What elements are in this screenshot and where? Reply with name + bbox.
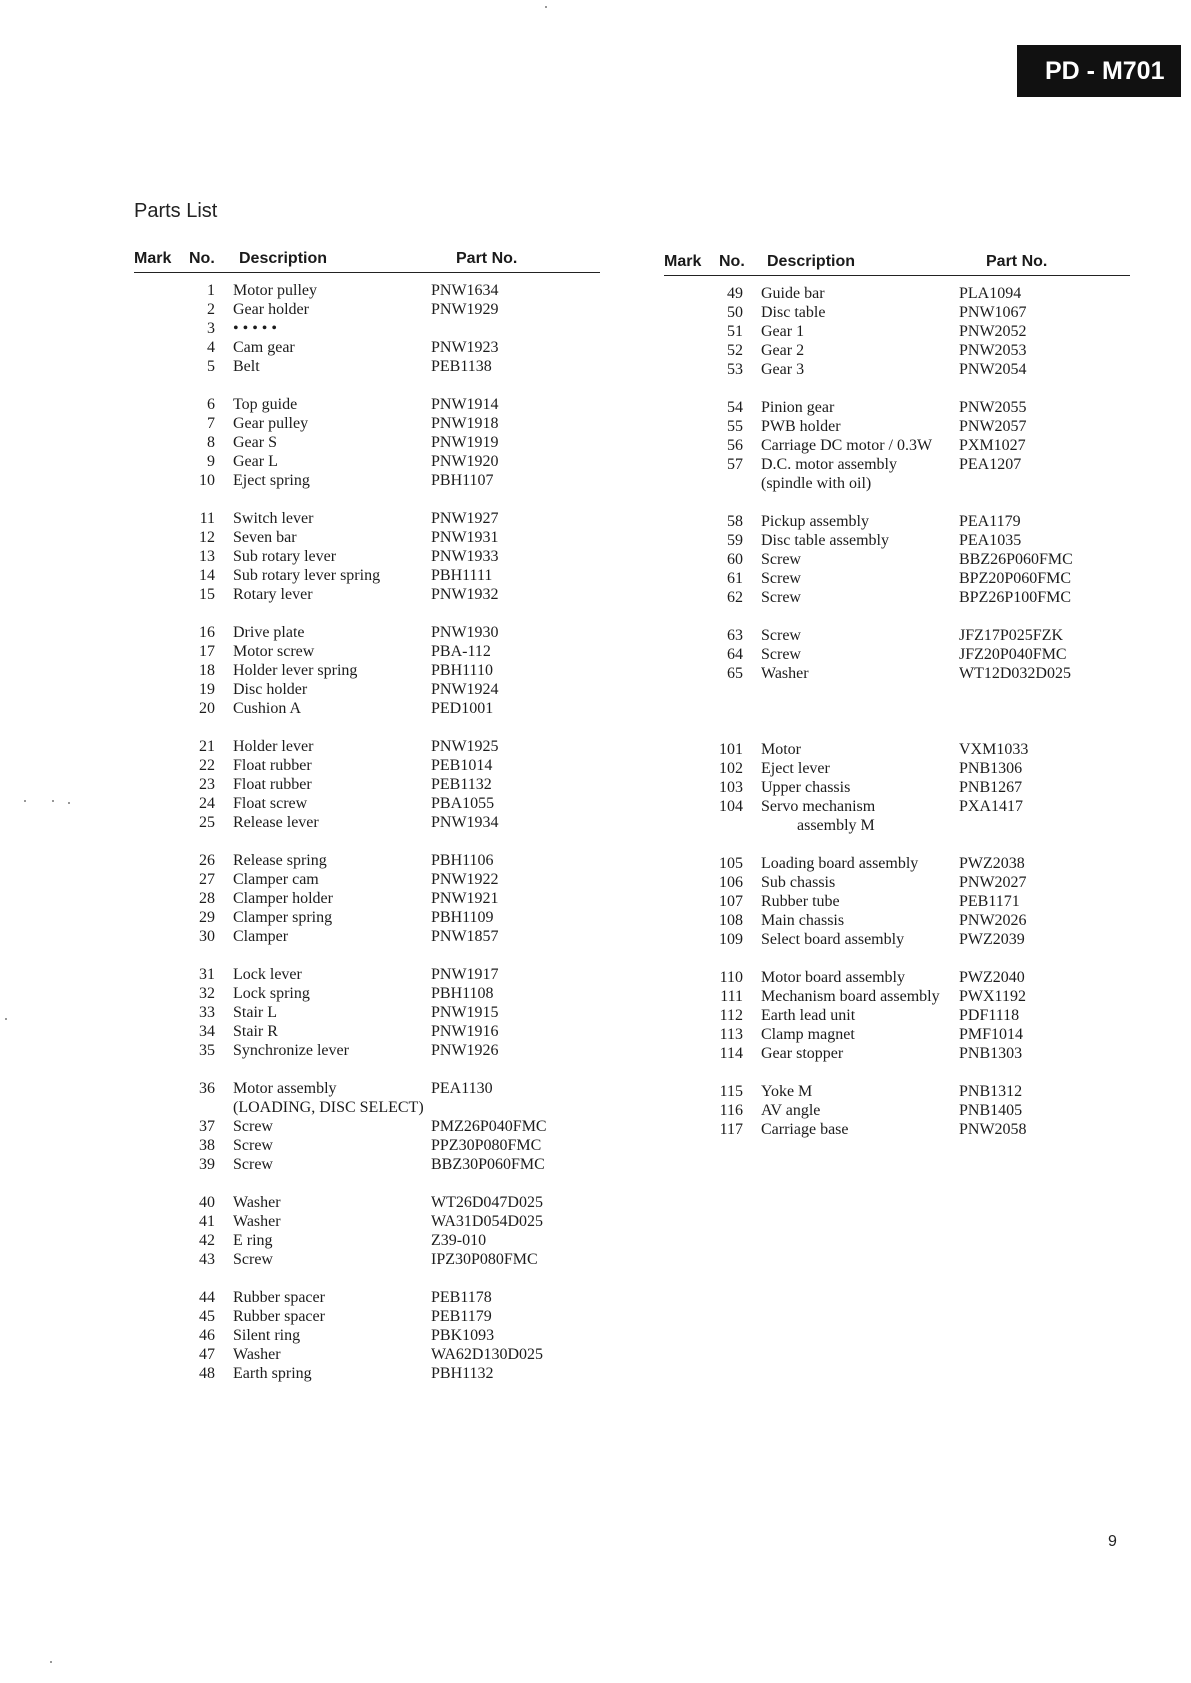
left-column-header <box>134 250 600 273</box>
part-code: PEB1138 <box>431 358 492 375</box>
part-description: Clamper <box>233 928 289 945</box>
part-description: Motor screw <box>233 643 315 660</box>
part-code: PWZ2039 <box>959 931 1025 948</box>
part-number-index: 28 <box>199 890 215 907</box>
part-code: PNW1933 <box>431 548 499 565</box>
part-number-index: 33 <box>199 1004 215 1021</box>
part-number-index: 103 <box>719 779 743 796</box>
part-number-index: 27 <box>199 871 215 888</box>
part-description: Screw <box>761 646 801 663</box>
part-number-index: 6 <box>207 396 215 413</box>
part-description: Motor pulley <box>233 282 317 299</box>
part-description: Gear S <box>233 434 277 451</box>
part-number-index: 58 <box>727 513 743 530</box>
part-description: Disc holder <box>233 681 308 698</box>
part-code: PNW1932 <box>431 586 499 603</box>
part-number-index: 108 <box>719 912 743 929</box>
part-code: PNW1925 <box>431 738 499 755</box>
part-number-index: 5 <box>207 358 215 375</box>
no-header: No. <box>189 250 215 267</box>
part-description: Clamp magnet <box>761 1026 855 1043</box>
part-code: PBH1107 <box>431 472 494 489</box>
part-number-index: 10 <box>199 472 215 489</box>
part-code: PNB1405 <box>959 1102 1023 1119</box>
part-number-index: 62 <box>727 589 743 606</box>
part-code: PBA1055 <box>431 795 495 812</box>
model-badge: PD - M701 <box>1017 45 1181 97</box>
part-code: PNW2057 <box>959 418 1027 435</box>
part-description: Cushion A <box>233 700 302 717</box>
part-description: Stair R <box>233 1023 278 1040</box>
part-description: Earth lead unit <box>761 1007 856 1024</box>
part-number-index: 15 <box>199 586 215 603</box>
part-description: (LOADING, DISC SELECT) <box>233 1099 424 1116</box>
part-code: PNW1915 <box>431 1004 499 1021</box>
part-number-index: 12 <box>199 529 215 546</box>
part-description: Lock spring <box>233 985 310 1002</box>
part-description: Synchronize lever <box>233 1042 349 1059</box>
part-description: Rubber tube <box>761 893 840 910</box>
part-description: Sub rotary lever <box>233 548 337 565</box>
part-code: PNW1922 <box>431 871 499 888</box>
part-number-index: 47 <box>199 1346 215 1363</box>
part-number-index: 39 <box>199 1156 215 1173</box>
part-description: Motor assembly <box>233 1080 337 1097</box>
part-code: PWX1192 <box>959 988 1026 1005</box>
part-number-index: 30 <box>199 928 215 945</box>
part-code: PLA1094 <box>959 285 1022 302</box>
part-description: Screw <box>233 1137 273 1154</box>
part-code: PWZ2038 <box>959 855 1025 872</box>
part-code: PMZ26P040FMC <box>431 1118 547 1135</box>
part-number-index: 8 <box>207 434 215 451</box>
part-number-index: 22 <box>199 757 215 774</box>
mark-header: Mark <box>134 250 172 267</box>
part-description: Pickup assembly <box>761 513 869 530</box>
part-code: PNW1930 <box>431 624 499 641</box>
part-number-index: 45 <box>199 1308 215 1325</box>
part-code: PBA-112 <box>431 643 491 660</box>
part-number-index: 116 <box>719 1102 743 1119</box>
part-description: Washer <box>233 1346 281 1363</box>
part-code: PNB1306 <box>959 760 1023 777</box>
part-code: PNW2027 <box>959 874 1027 891</box>
part-number-index: 113 <box>719 1026 743 1043</box>
part-description: Switch lever <box>233 510 314 527</box>
part-number-index: 41 <box>199 1213 215 1230</box>
part-description: Float screw <box>233 795 308 812</box>
scan-speck <box>24 800 26 802</box>
part-description: Float rubber <box>233 776 312 793</box>
part-code: PNB1312 <box>959 1083 1023 1100</box>
part-number-index: 29 <box>199 909 215 926</box>
part-description: Gear 2 <box>761 342 805 359</box>
part-code: PBH1132 <box>431 1365 494 1382</box>
part-description: Screw <box>761 551 801 568</box>
part-description: Washer <box>233 1213 281 1230</box>
part-number-index: 11 <box>199 510 215 527</box>
part-description: E ring <box>233 1232 273 1249</box>
part-code: PNW1067 <box>959 304 1027 321</box>
part-description: Motor <box>761 741 801 758</box>
part-description: (spindle with oil) <box>761 475 872 492</box>
part-description: Rotary lever <box>233 586 313 603</box>
part-description: Main chassis <box>761 912 845 929</box>
part-code: PWZ2040 <box>959 969 1025 986</box>
part-code: PNW1926 <box>431 1042 499 1059</box>
part-description: Belt <box>233 358 260 375</box>
part-description: Carriage DC motor / 0.3W <box>761 437 933 454</box>
part-number-index: 44 <box>199 1289 215 1306</box>
part-description: Sub rotary lever spring <box>233 567 381 584</box>
page-number: 9 <box>1108 1533 1117 1550</box>
part-number-index: 115 <box>719 1083 743 1100</box>
part-description: Holder lever <box>233 738 314 755</box>
part-description: assembly M <box>797 817 875 834</box>
part-number-index: 17 <box>199 643 215 660</box>
scan-speck <box>50 1661 52 1663</box>
part-code: PEA1207 <box>959 456 1022 473</box>
part-number-index: 37 <box>199 1118 215 1135</box>
part-description: Screw <box>761 589 801 606</box>
part-number-index: 111 <box>720 988 743 1005</box>
part-description: Earth spring <box>233 1365 312 1382</box>
part-code: WT12D032D025 <box>959 665 1071 682</box>
part-number-index: 13 <box>199 548 215 565</box>
part-number-index: 57 <box>727 456 743 473</box>
part-code: PNW1920 <box>431 453 499 470</box>
part-description: Gear pulley <box>233 415 309 432</box>
part-description: Screw <box>233 1118 273 1135</box>
part-description: Mechanism board assembly <box>761 988 940 1005</box>
part-code: PNW2052 <box>959 323 1027 340</box>
part-number-index: 56 <box>727 437 743 454</box>
part-code: PEA1179 <box>959 513 1021 530</box>
part-description: Clamper cam <box>233 871 319 888</box>
part-description: Top guide <box>233 396 298 413</box>
part-code: PEB1171 <box>959 893 1020 910</box>
part-number-index: 59 <box>727 532 743 549</box>
part-description: Holder lever spring <box>233 662 358 679</box>
part-number-index: 112 <box>719 1007 743 1024</box>
part-number-index: 106 <box>719 874 743 891</box>
part-description: Disc table <box>761 304 826 321</box>
part-number-index: 16 <box>199 624 215 641</box>
part-number-index: 48 <box>199 1365 215 1382</box>
part-number-index: 63 <box>727 627 743 644</box>
part-number-index: 34 <box>199 1023 215 1040</box>
part-code: PNW1634 <box>431 282 499 299</box>
part-number-index: 53 <box>727 361 743 378</box>
part-code: PEB1178 <box>431 1289 492 1306</box>
part-description: PWB holder <box>761 418 841 435</box>
section-title: Parts List <box>134 200 218 222</box>
part-description: Washer <box>761 665 809 682</box>
scan-speck <box>5 1018 7 1020</box>
part-description: Sub chassis <box>761 874 836 891</box>
part-number-index: 107 <box>719 893 743 910</box>
part-number-index: 64 <box>727 646 743 663</box>
part-code: PEB1132 <box>431 776 492 793</box>
part-number-index: 46 <box>199 1327 215 1344</box>
part-number-index: 102 <box>719 760 743 777</box>
part-number-index: 4 <box>207 339 215 356</box>
part-description: AV angle <box>761 1102 821 1119</box>
part-code: PNW1929 <box>431 301 499 318</box>
part-code: PBH1109 <box>431 909 494 926</box>
part-code: PNW2053 <box>959 342 1027 359</box>
part-description: Loading board assembly <box>761 855 919 872</box>
scan-speck <box>545 6 547 8</box>
part-no-header: Part No. <box>986 253 1048 270</box>
part-number-index: 52 <box>727 342 743 359</box>
part-number-index: 54 <box>727 399 743 416</box>
part-number-index: 110 <box>719 969 743 986</box>
part-code: PBK1093 <box>431 1327 495 1344</box>
part-number-index: 101 <box>719 741 743 758</box>
part-number-index: 55 <box>727 418 743 435</box>
part-description: Gear stopper <box>761 1045 844 1062</box>
part-code: PNW1919 <box>431 434 499 451</box>
part-code: PNB1303 <box>959 1045 1023 1062</box>
part-number-index: 24 <box>199 795 215 812</box>
part-description: D.C. motor assembly <box>761 456 897 473</box>
part-number-index: 104 <box>719 798 743 815</box>
description-header: Description <box>239 250 328 267</box>
part-code: PEB1014 <box>431 757 493 774</box>
part-description: Select board assembly <box>761 931 905 948</box>
part-number-index: 49 <box>727 285 743 302</box>
part-number-index: 40 <box>199 1194 215 1211</box>
part-code: JFZ17P025FZK <box>959 627 1064 644</box>
part-code: PBH1106 <box>431 852 494 869</box>
part-description: Upper chassis <box>761 779 851 796</box>
part-code: PNW1917 <box>431 966 499 983</box>
part-description: Clamper spring <box>233 909 333 926</box>
part-code: PNB1267 <box>959 779 1023 796</box>
part-description: Screw <box>233 1251 273 1268</box>
part-description: Disc table assembly <box>761 532 889 549</box>
part-code: Z39-010 <box>431 1232 487 1249</box>
part-code: PNW1927 <box>431 510 499 527</box>
part-description: Pinion gear <box>761 399 835 416</box>
part-code: PXM1027 <box>959 437 1026 454</box>
part-code: PMF1014 <box>959 1026 1024 1043</box>
part-number-index: 43 <box>199 1251 215 1268</box>
part-number-index: 1 <box>207 282 215 299</box>
part-code: PDF1118 <box>959 1007 1020 1024</box>
part-code: PNW1931 <box>431 529 499 546</box>
part-code: PXA1417 <box>959 798 1024 815</box>
part-code: VXM1033 <box>959 741 1029 758</box>
part-code: PNW1921 <box>431 890 499 907</box>
part-description: Screw <box>761 627 801 644</box>
part-number-index: 38 <box>199 1137 215 1154</box>
part-code: PBH1111 <box>431 567 493 584</box>
part-number-index: 105 <box>719 855 743 872</box>
part-number-index: 109 <box>719 931 743 948</box>
part-description: Screw <box>233 1156 273 1173</box>
part-number-index: 19 <box>199 681 215 698</box>
part-number-index: 60 <box>727 551 743 568</box>
part-description: Stair L <box>233 1004 277 1021</box>
part-number-index: 114 <box>719 1045 743 1062</box>
part-description: Eject lever <box>761 760 830 777</box>
part-description: Rubber spacer <box>233 1289 325 1306</box>
part-code: BBZ30P060FMC <box>431 1156 545 1173</box>
part-number-index: 2 <box>207 301 215 318</box>
part-description: Gear 1 <box>761 323 805 340</box>
part-description: Cam gear <box>233 339 295 356</box>
part-description: Yoke M <box>761 1083 813 1100</box>
part-number-index: 42 <box>199 1232 215 1249</box>
part-code: PNW2054 <box>959 361 1027 378</box>
part-code: PEB1179 <box>431 1308 492 1325</box>
part-code: PNW2058 <box>959 1121 1027 1138</box>
part-number-index: 26 <box>199 852 215 869</box>
part-code: WA62D130D025 <box>431 1346 543 1363</box>
part-code: BPZ20P060FMC <box>959 570 1072 587</box>
part-description: Gear holder <box>233 301 309 318</box>
part-number-index: 36 <box>199 1080 215 1097</box>
part-description: Release lever <box>233 814 319 831</box>
part-code: PNW1914 <box>431 396 499 413</box>
part-description: Release spring <box>233 852 327 869</box>
part-code: IPZ30P080FMC <box>431 1251 538 1268</box>
part-code: PPZ30P080FMC <box>431 1137 542 1154</box>
part-description: Washer <box>233 1194 281 1211</box>
part-description: Lock lever <box>233 966 302 983</box>
part-number-index: 32 <box>199 985 215 1002</box>
part-description: Drive plate <box>233 624 305 641</box>
part-number-index: 50 <box>727 304 743 321</box>
scan-speck <box>52 800 54 802</box>
part-description: Rubber spacer <box>233 1308 325 1325</box>
part-description: Motor board assembly <box>761 969 905 986</box>
part-code: BBZ26P060FMC <box>959 551 1073 568</box>
part-description: Silent ring <box>233 1327 301 1344</box>
part-description: Servo mechanism <box>761 798 876 815</box>
part-code: WT26D047D025 <box>431 1194 543 1211</box>
part-description: Guide bar <box>761 285 825 302</box>
part-code: PEA1035 <box>959 532 1022 549</box>
part-description: Screw <box>761 570 801 587</box>
part-description: Seven bar <box>233 529 297 546</box>
part-code: PNW1918 <box>431 415 499 432</box>
part-code: PNW2026 <box>959 912 1027 929</box>
part-number-index: 23 <box>199 776 215 793</box>
part-description: Carriage base <box>761 1121 849 1138</box>
part-code: PBH1110 <box>431 662 493 679</box>
description-header: Description <box>767 253 856 270</box>
part-code: PNW2055 <box>959 399 1027 416</box>
no-header: No. <box>719 253 745 270</box>
part-number-index: 51 <box>727 323 743 340</box>
scan-speck <box>68 802 70 804</box>
part-description: Float rubber <box>233 757 312 774</box>
part-number-index: 3 <box>207 320 215 337</box>
part-code: PNW1916 <box>431 1023 499 1040</box>
part-number-index: 25 <box>199 814 215 831</box>
part-no-header: Part No. <box>456 250 518 267</box>
part-code: PED1001 <box>431 700 494 717</box>
part-code: JFZ20P040FMC <box>959 646 1067 663</box>
part-description: Clamper holder <box>233 890 333 907</box>
part-number-index: 21 <box>199 738 215 755</box>
part-number-index: 31 <box>199 966 215 983</box>
part-number-index: 117 <box>719 1121 743 1138</box>
part-code: PNW1857 <box>431 928 499 945</box>
mark-header: Mark <box>664 253 702 270</box>
part-number-index: 14 <box>199 567 215 584</box>
part-number-index: 65 <box>727 665 743 682</box>
part-code: PEA1130 <box>431 1080 493 1097</box>
part-number-index: 7 <box>207 415 215 432</box>
part-number-index: 35 <box>199 1042 215 1059</box>
part-code: BPZ26P100FMC <box>959 589 1072 606</box>
part-code: PNW1934 <box>431 814 499 831</box>
part-number-index: 18 <box>199 662 215 679</box>
part-description: Eject spring <box>233 472 310 489</box>
part-description: Gear 3 <box>761 361 805 378</box>
part-description: Gear L <box>233 453 278 470</box>
part-number-index: 61 <box>727 570 743 587</box>
part-code: PNW1923 <box>431 339 499 356</box>
right-column-header <box>664 253 1130 276</box>
part-code: PBH1108 <box>431 985 494 1002</box>
part-number-index: 20 <box>199 700 215 717</box>
part-code: WA31D054D025 <box>431 1213 543 1230</box>
part-description: • • • • • <box>233 320 278 337</box>
part-number-index: 9 <box>207 453 215 470</box>
part-code: PNW1924 <box>431 681 499 698</box>
